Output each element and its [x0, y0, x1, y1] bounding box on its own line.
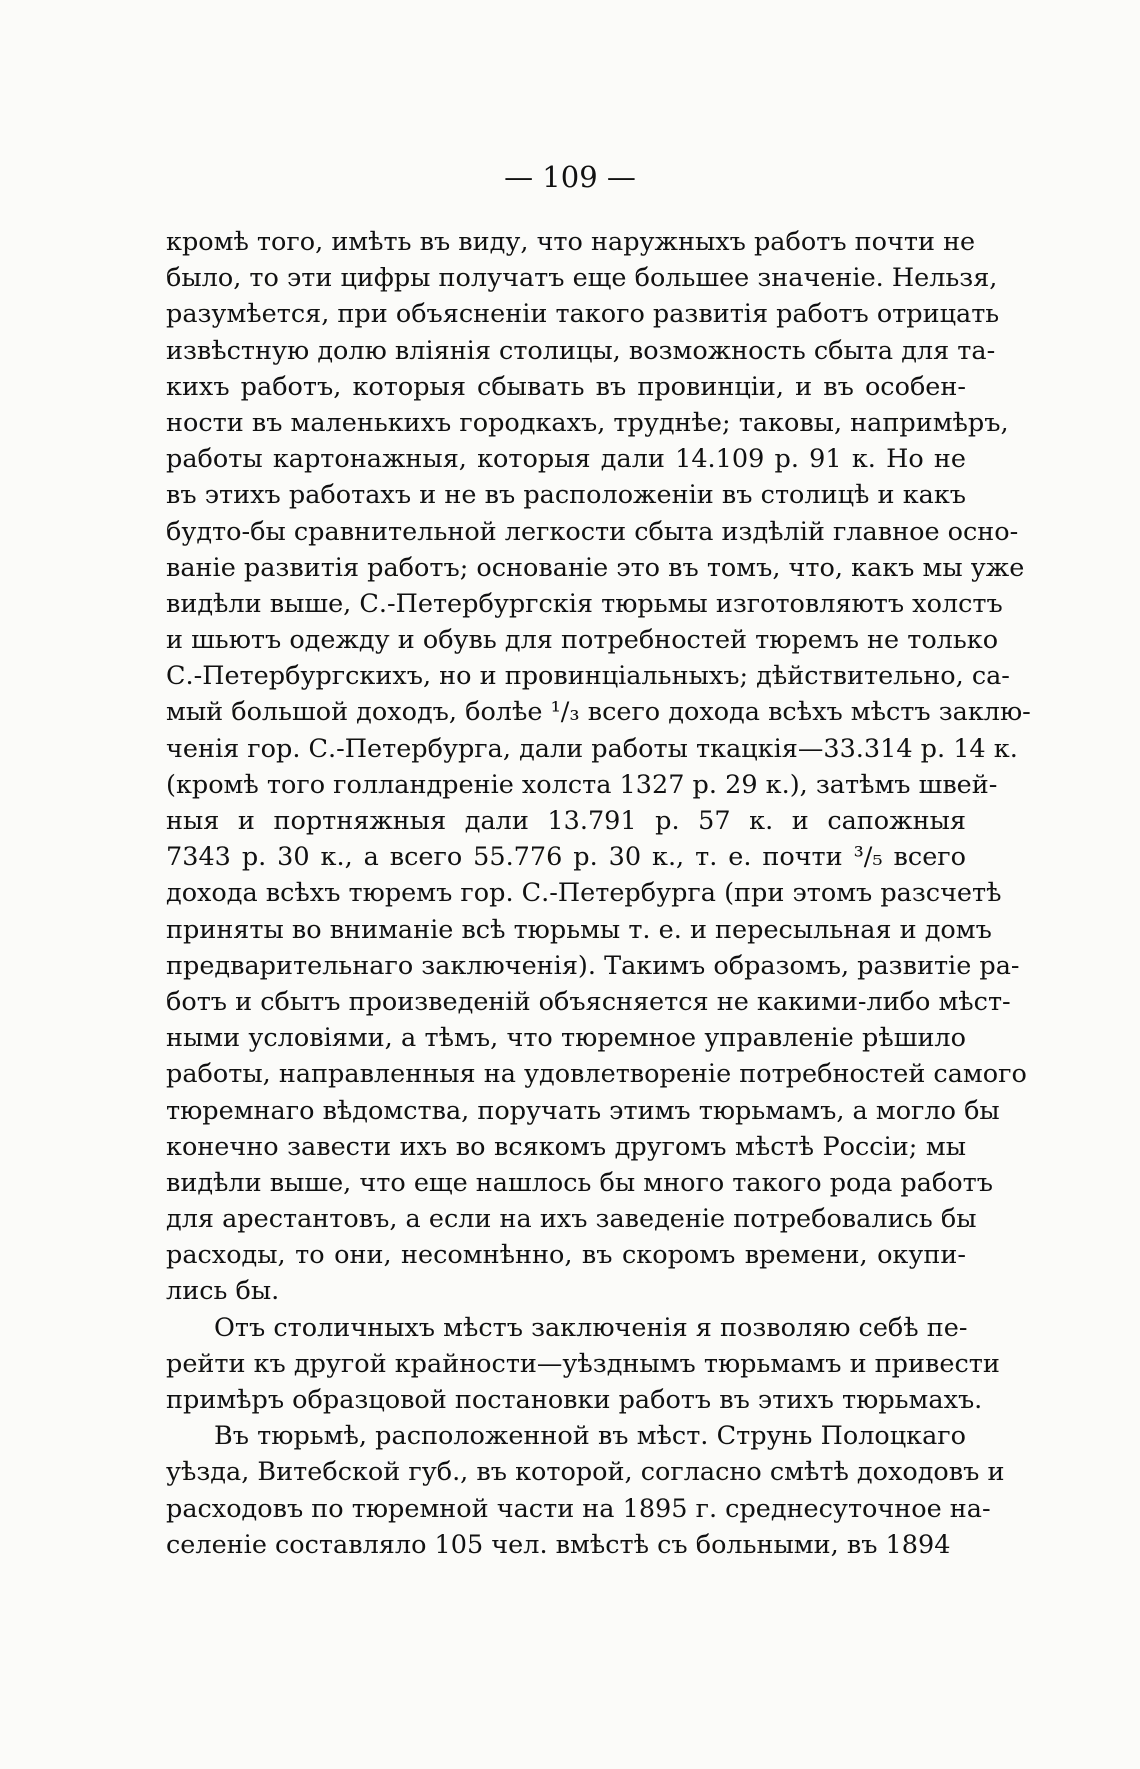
body-text [166, 224, 1031, 1563]
text-line: 7343 р. 30 к., а всего 55.776 р. 30 к., т. е. почти ³/₅ всего [166, 842, 966, 873]
text-line: въ этихъ работахъ и не въ расположеніи въ столицѣ и какъ [166, 480, 966, 511]
text-line: предварительнаго заключенія). Такимъ образомъ, развитіе ра- [166, 950, 1020, 981]
text-line: примѣръ образцовой постановки работъ въ этихъ тюрьмахъ. [166, 1385, 983, 1415]
text-line: расходы, то они, несомнѣнно, въ скоромъ времени, окупи- [166, 1240, 966, 1271]
text-line: дохода всѣхъ тюремъ гор. С.-Петербурга (при этомъ разсчетѣ [166, 878, 1002, 909]
paragraph [166, 224, 1031, 1310]
text-line: селеніе составляло 105 чел. вмѣстѣ съ больными, въ 1894 [166, 1529, 951, 1560]
text-line: приняты во вниманіе всѣ тюрьмы т. е. и пересыльная и домъ [166, 914, 992, 945]
text-line: Въ тюрьмѣ, расположенной въ мѣст. Струнь Полоцкаго [214, 1421, 966, 1452]
paragraph [166, 1310, 1000, 1419]
text-line: расходовъ по тюремной части на 1895 г. среднесуточное на- [166, 1493, 991, 1524]
text-line: видѣли выше, С.-Петербургскія тюрьмы изготовляютъ холстъ [166, 588, 1003, 619]
text-line: ваніе развитія работъ; основаніе это въ томъ, что, какъ мы уже [166, 552, 1025, 583]
text-line: тюремнаго вѣдомства, поручать этимъ тюрьмамъ, а могло бы [166, 1095, 1000, 1126]
text-line: конечно завести ихъ во всякомъ другомъ мѣстѣ Россіи; мы [166, 1131, 966, 1162]
text-line: уѣзда, Витебской губ., въ которой, согласно смѣтѣ доходовъ и [166, 1457, 1005, 1488]
text-line: С.-Петербургскихъ, но и провинціальныхъ; дѣйствительно, са- [166, 661, 1010, 692]
text-line: извѣстную долю вліянія столицы, возможность сбыта для та- [166, 335, 996, 366]
text-line: ченія гор. С.-Петербурга, дали работы ткацкія—33.314 р. 14 к. [166, 733, 1018, 764]
text-line: кихъ работъ, которыя сбывать въ провинціи, и въ особен- [166, 371, 966, 402]
text-line: ными условіями, а тѣмъ, что тюремное управленіе рѣшило [166, 1023, 966, 1054]
text-line: мый большой доходъ, болѣе ¹/₃ всего дохода всѣхъ мѣстъ заклю- [166, 697, 1031, 728]
text-line: для арестантовъ, а если на ихъ заведеніе потребовались бы [166, 1204, 977, 1235]
text-line: Отъ столичныхъ мѣстъ заключенія я позволяю себѣ пе- [214, 1312, 968, 1343]
text-line: (кромѣ того голландреніе холста 1327 р. 29 к.), затѣмъ швей- [166, 769, 998, 800]
text-line: разумѣется, при объясненіи такого развитія работъ отрицать [166, 299, 1000, 330]
text-line: и шьютъ одежду и обувь для потребностей тюремъ не только [166, 625, 999, 656]
text-line: лись бы. [166, 1276, 280, 1307]
text-line: работы картонажныя, которыя дали 14.109 р. 91 к. Но не [166, 444, 966, 475]
text-line: будто-бы сравнительной легкости сбыта издѣлій главное осно- [166, 516, 1019, 547]
page-number: — 109 — [504, 160, 636, 194]
text-line: работы, направленныя на удовлетвореніе потребностей самого [166, 1059, 1027, 1090]
text-line: ности въ маленькихъ городкахъ, труднѣе; таковы, напримѣръ, [166, 407, 1009, 438]
text-line: ныя и портняжныя дали 13.791 р. 57 к. и сапожныя [166, 806, 966, 836]
text-line: было, то эти цифры получатъ еще большее значеніе. Нельзя, [166, 263, 998, 294]
text-line: рейти къ другой крайности—уѣзднымъ тюрьмамъ и привести [166, 1348, 1000, 1379]
text-line: ботъ и сбытъ произведеній объясняется не какими-либо мѣст- [166, 986, 1011, 1017]
text-line: кромѣ того, имѣть въ виду, что наружныхъ работъ почти не [166, 227, 976, 257]
text-line: видѣли выше, что еще нашлось бы много такого рода работъ [166, 1167, 993, 1198]
paragraph [166, 1418, 1005, 1563]
